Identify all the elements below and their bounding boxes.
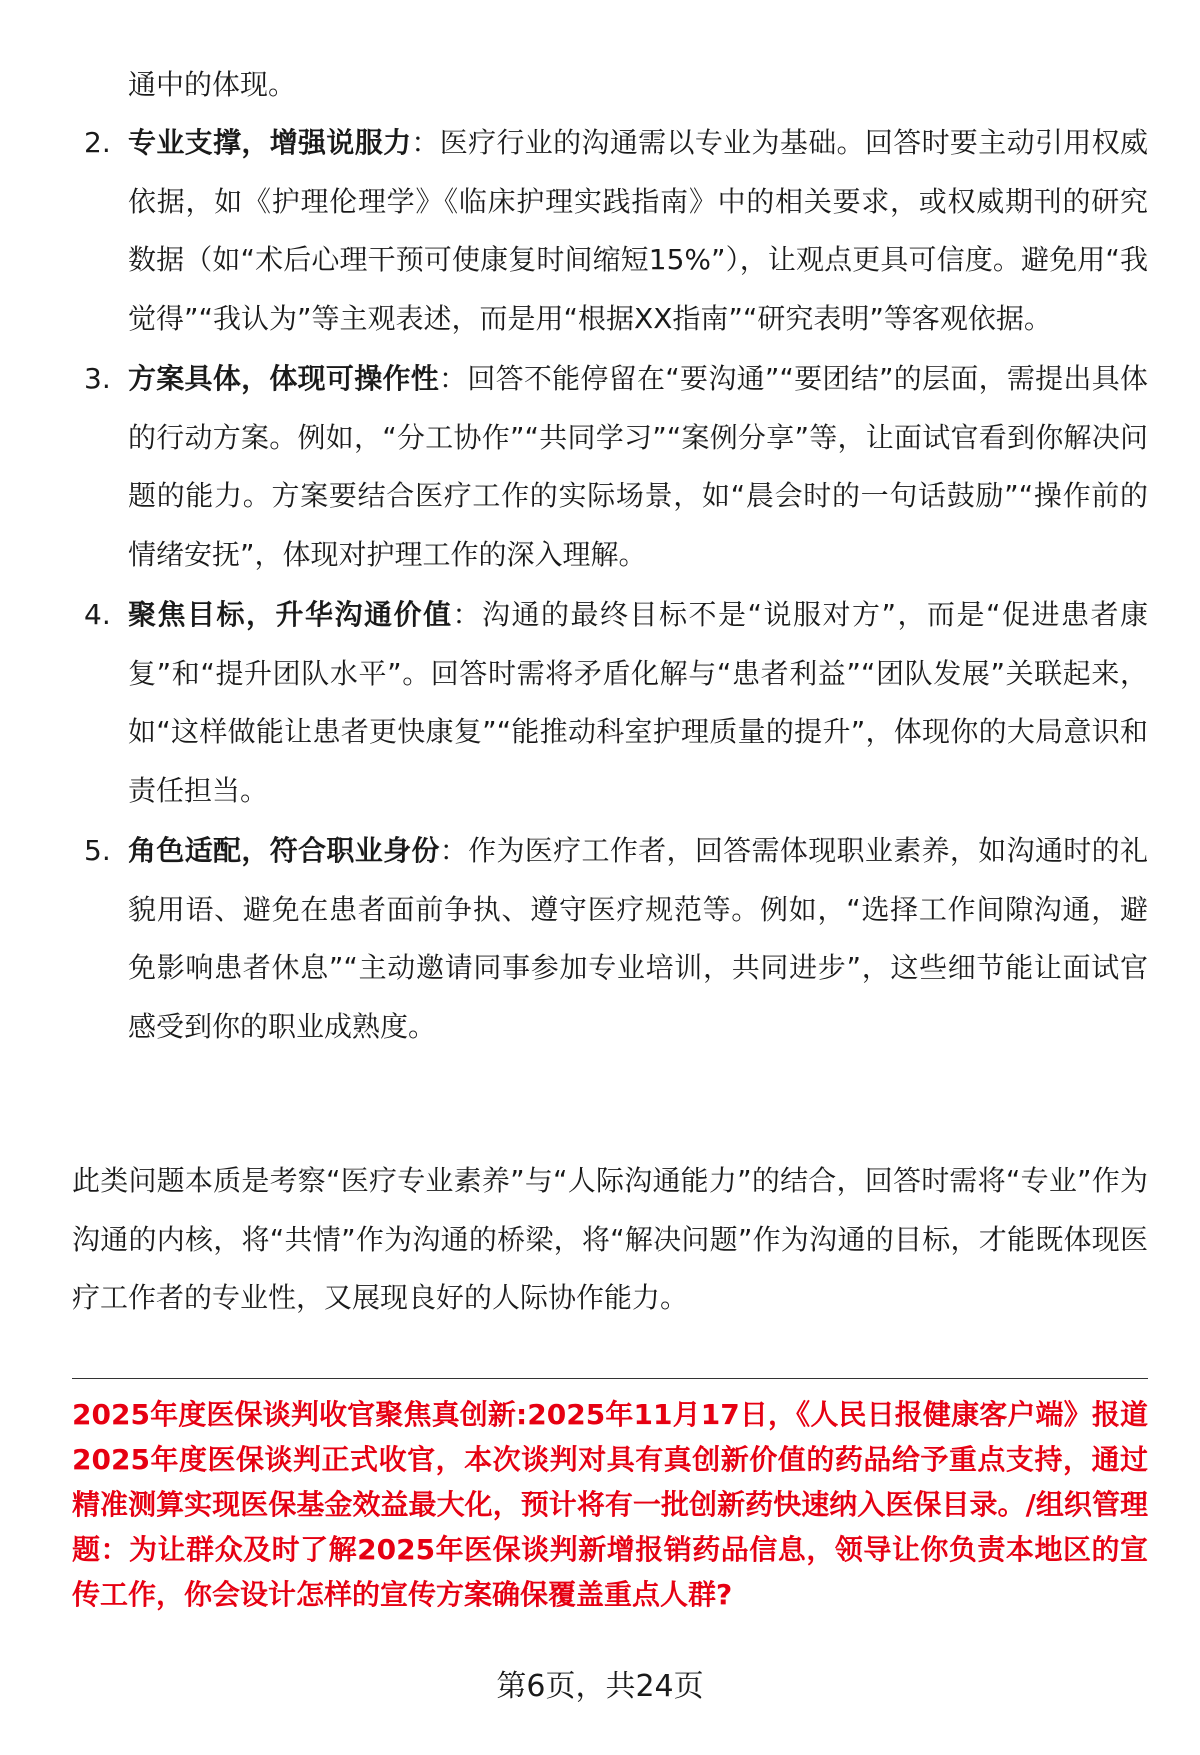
list-item-text: ：作为医疗工作者，回答需体现职业素养，如沟通时的礼貌用语、避免在患者面前争执、遵守医疗规范等。例如，“选择工作间隙沟通，避免影响患者休息”“主动邀请同事参加专业培训，共同进步”，这些细节能让面试官感受到你的职业成熟度。 — [128, 834, 1148, 1043]
list-item — [84, 586, 1148, 820]
continuation-text: 通中的体现。 — [128, 68, 297, 101]
page-number-footer: 第6页，共24页 — [496, 1669, 704, 1704]
list-item-text: ：沟通的最终目标不是“说服对方”，而是“促进患者康复”和“提升团队水平”。回答时需将矛盾化解与“患者利益”“团队发展”关联起来，如“这样做能让患者更快康复”“能推动科室护理质量的提升”，体现你的大局意识和责任担当。 — [128, 598, 1148, 807]
list-item-title: 角色适配，符合职业身份 — [128, 834, 440, 867]
list-item-title: 方案具体，体现可操作性 — [128, 362, 440, 395]
section-divider — [72, 1378, 1148, 1379]
list-item-number: 5. — [84, 834, 111, 867]
tips-list — [0, 114, 1200, 1058]
list-item-number: 4. — [84, 598, 111, 631]
list-item-number: 2. — [84, 126, 111, 159]
list-item — [84, 822, 1148, 1056]
list-item-text: ：回答不能停留在“要沟通”“要团结”的层面，需提出具体的行动方案。例如，“分工协作”“共同学习”“案例分享”等，让面试官看到你解决问题的能力。方案要结合医疗工作的实际场景，如“晨会时的一句话鼓励”“操作前的情绪安抚”，体现对护理工作的深入理解。 — [128, 362, 1148, 571]
list-item-text: ：医疗行业的沟通需以专业为基础。回答时要主动引用权威依据，如《护理伦理学》《临床护理实践指南》中的相关要求，或权威期刊的研究数据（如“术后心理干预可使康复时间缩短15%”），让观点更具可信度。避免用“我觉得”“我认为”等主观表述，而是用“根据XX指南”“研究表明”等客观依据。 — [128, 126, 1148, 335]
list-item — [84, 114, 1148, 348]
summary-paragraph: 此类问题本质是考察“医疗专业素养”与“人际沟通能力”的结合，回答时需将“专业”作为沟通的内核，将“共情”作为沟通的桥梁，将“解决问题”作为沟通的目标，才能既体现医疗工作者的专业性，又展现良好的人际协作能力。 — [72, 1164, 1148, 1314]
list-item — [84, 350, 1148, 584]
list-item-title: 聚焦目标，升华沟通价值 — [128, 598, 453, 631]
list-item-number: 3. — [84, 362, 111, 395]
list-item-title: 专业支撑，增强说服力 — [128, 126, 412, 159]
news-notice: 2025年度医保谈判收官聚焦真创新:2025年11月17日，《人民日报健康客户端》报道2025年度医保谈判正式收官，本次谈判对具有真创新价值的药品给予重点支持，通过精准测算实现医保基金效益最大化，预计将有一批创新药快速纳入医保目录。/组织管理题：为让群众及时了解2025年医保谈判新增报销药品信息，领导让你负责本地区的宣传工作，你会设计怎样的宣传方案确保覆盖重点人群? — [72, 1398, 1148, 1611]
